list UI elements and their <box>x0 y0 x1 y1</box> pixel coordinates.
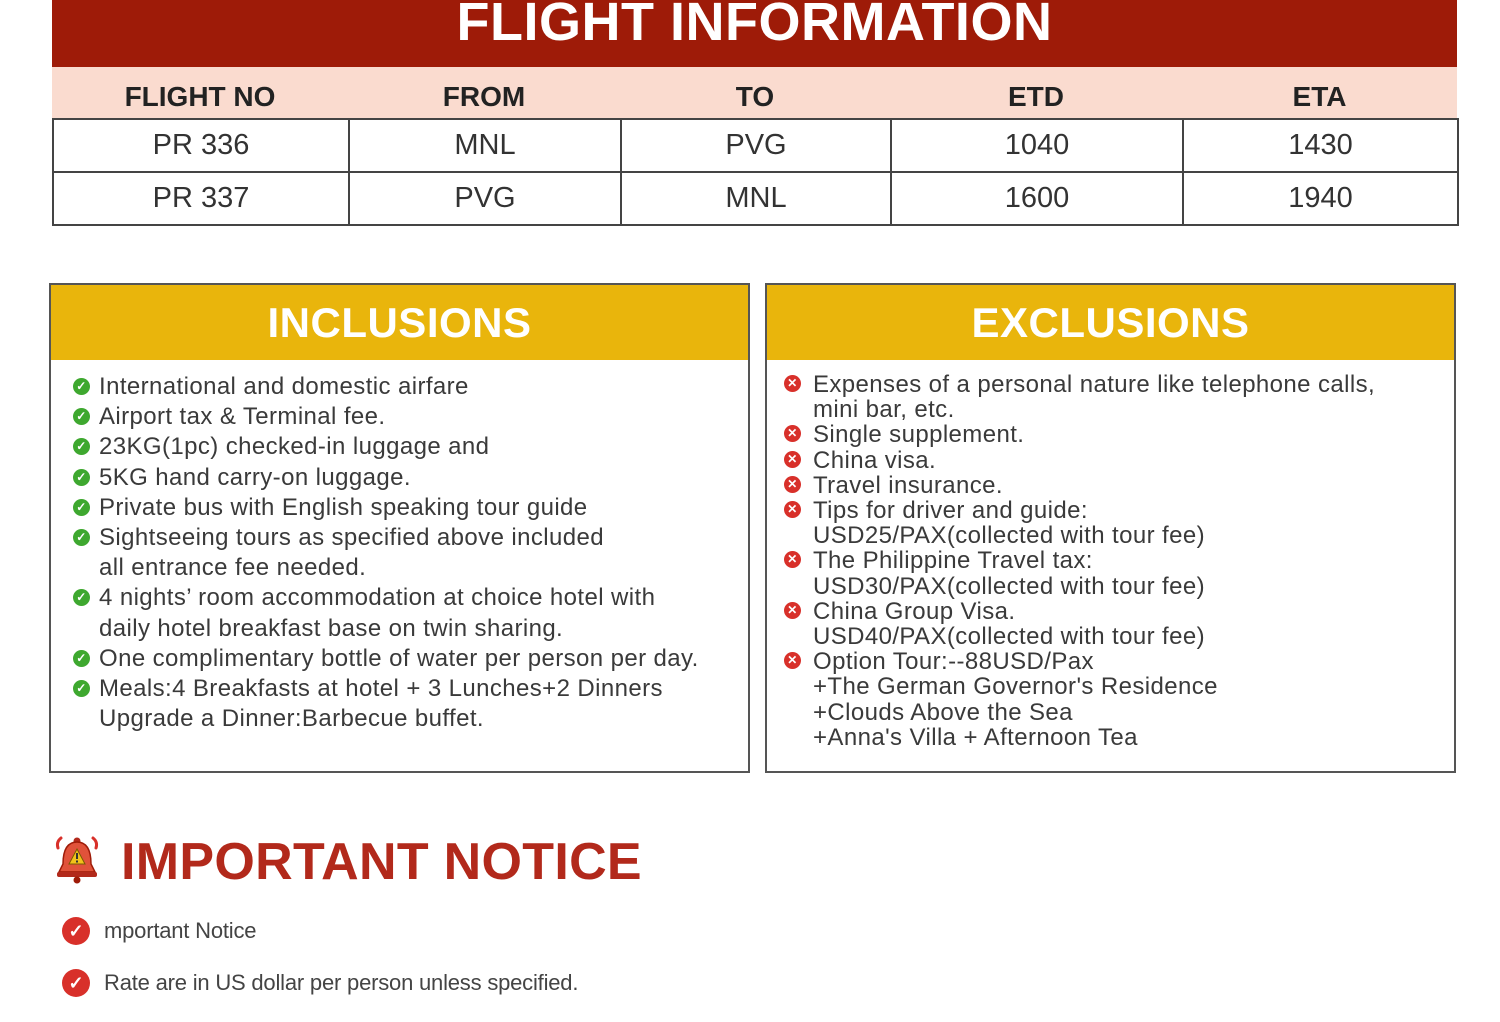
eta-cell: 1940 <box>1183 172 1458 225</box>
list-item <box>76 583 742 643</box>
inclusion-text: 5KG hand carry-on luggage. <box>99 463 411 491</box>
check-circle-icon: ✓ <box>73 378 90 395</box>
flight-no-cell: PR 337 <box>53 172 349 225</box>
flight-no-cell: PR 336 <box>53 119 349 172</box>
notice-text: Rate are in US dollar per person unless specified. <box>104 970 579 995</box>
inclusion-text: 4 nights’ room accommodation at choice hotel with daily hotel breakfast base on twin sharing. <box>99 584 656 642</box>
cross-circle-icon: ✕ <box>784 602 801 619</box>
cross-circle-icon: ✕ <box>784 551 801 568</box>
check-circle-icon: ✓ <box>73 529 90 546</box>
from-cell: MNL <box>349 119 621 172</box>
eta-cell: 1430 <box>1183 119 1458 172</box>
inclusion-text: International and domestic airfare <box>99 373 469 400</box>
exclusion-text: Travel insurance. <box>813 471 1003 499</box>
exclusions-panel <box>765 283 1456 773</box>
check-circle-icon: ✓ <box>73 499 90 516</box>
inclusion-text: Sightseeing tours as specified above included all entrance fee needed. <box>99 524 604 582</box>
cross-circle-icon: ✕ <box>784 476 801 493</box>
check-circle-icon: ✓ <box>62 969 90 997</box>
notice-item <box>62 968 578 998</box>
list-item <box>76 644 742 674</box>
alarm-bell-icon <box>52 834 102 884</box>
cross-circle-icon: ✕ <box>784 425 801 442</box>
list-item <box>787 597 1448 651</box>
check-circle-icon: ✓ <box>73 438 90 455</box>
inclusion-text: Airport tax & Terminal fee. <box>99 403 386 431</box>
check-circle-icon: ✓ <box>73 408 90 425</box>
from-cell: PVG <box>349 172 621 225</box>
inclusion-text: Private bus with English speaking tour guide <box>99 493 588 521</box>
list-item <box>76 523 742 583</box>
list-item <box>76 432 742 462</box>
list-item <box>787 547 1448 600</box>
list-item <box>76 674 742 734</box>
etd-cell: 1600 <box>891 172 1183 225</box>
flight-table-header <box>52 67 1457 119</box>
etd-cell: 1040 <box>891 119 1183 172</box>
list-item <box>76 372 742 402</box>
check-circle-icon: ✓ <box>73 589 90 606</box>
header-to: TO <box>735 81 775 112</box>
inclusion-text: 23KG(1pc) checked-in luggage and <box>99 433 490 461</box>
list-item <box>787 421 1448 449</box>
header-from: FROM <box>442 81 526 112</box>
table-row <box>53 119 1458 172</box>
list-item <box>787 648 1448 751</box>
list-item <box>787 471 1448 499</box>
check-circle-icon: ✓ <box>73 469 90 486</box>
exclusion-text: Tips for driver and guide: USD25/PAX(collected with tour fee) <box>813 497 1205 550</box>
table-row <box>53 172 1458 225</box>
check-circle-icon: ✓ <box>62 917 90 945</box>
exclusion-text: Expenses of a personal nature like telephone calls, mini bar, etc. <box>813 371 1376 424</box>
to-cell: PVG <box>621 119 891 172</box>
header-eta: ETA <box>1292 81 1347 112</box>
list-item <box>787 497 1448 550</box>
list-item <box>76 463 742 493</box>
exclusions-title: EXCLUSIONS <box>767 285 1454 360</box>
flight-table <box>52 118 1459 226</box>
list-item <box>787 371 1448 424</box>
list-item <box>76 493 742 523</box>
exclusion-text: The Philippine Travel tax: USD30/PAX(collected with tour fee) <box>813 547 1205 600</box>
notice-item <box>62 916 256 946</box>
inclusion-text: One complimentary bottle of water per person per day. <box>99 644 699 672</box>
inclusions-list <box>51 360 748 734</box>
cross-circle-icon: ✕ <box>784 451 801 468</box>
notice-text: mportant Notice <box>104 918 257 943</box>
exclusion-text: China Group Visa. USD40/PAX(collected with tour fee) <box>813 597 1205 651</box>
header-etd: ETD <box>1008 81 1064 112</box>
exclusion-text: Single supplement. <box>813 421 1025 449</box>
cross-circle-icon: ✕ <box>784 652 801 669</box>
important-notice-title: IMPORTANT NOTICE <box>121 833 642 891</box>
inclusions-panel <box>49 283 750 773</box>
exclusion-text: Option Tour:--88USD/Pax +The German Governor's Residence +Clouds Above the Sea +Anna's Villa + Afternoon Tea <box>813 648 1218 751</box>
list-item <box>787 446 1448 474</box>
exclusions-list <box>767 360 1454 750</box>
to-cell: MNL <box>621 172 891 225</box>
flight-info-title: FLIGHT INFORMATION <box>52 0 1457 67</box>
exclusion-text: China visa. <box>813 446 937 474</box>
check-circle-icon: ✓ <box>73 680 90 697</box>
inclusions-title: INCLUSIONS <box>51 285 748 360</box>
cross-circle-icon: ✕ <box>784 375 801 392</box>
inclusion-text: Meals:4 Breakfasts at hotel + 3 Lunches+2 Dinners Upgrade a Dinner:Barbecue buffet. <box>99 675 663 733</box>
header-flight-no: FLIGHT NO <box>124 81 276 112</box>
cross-circle-icon: ✕ <box>784 501 801 518</box>
check-circle-icon: ✓ <box>73 650 90 667</box>
list-item <box>76 402 742 432</box>
